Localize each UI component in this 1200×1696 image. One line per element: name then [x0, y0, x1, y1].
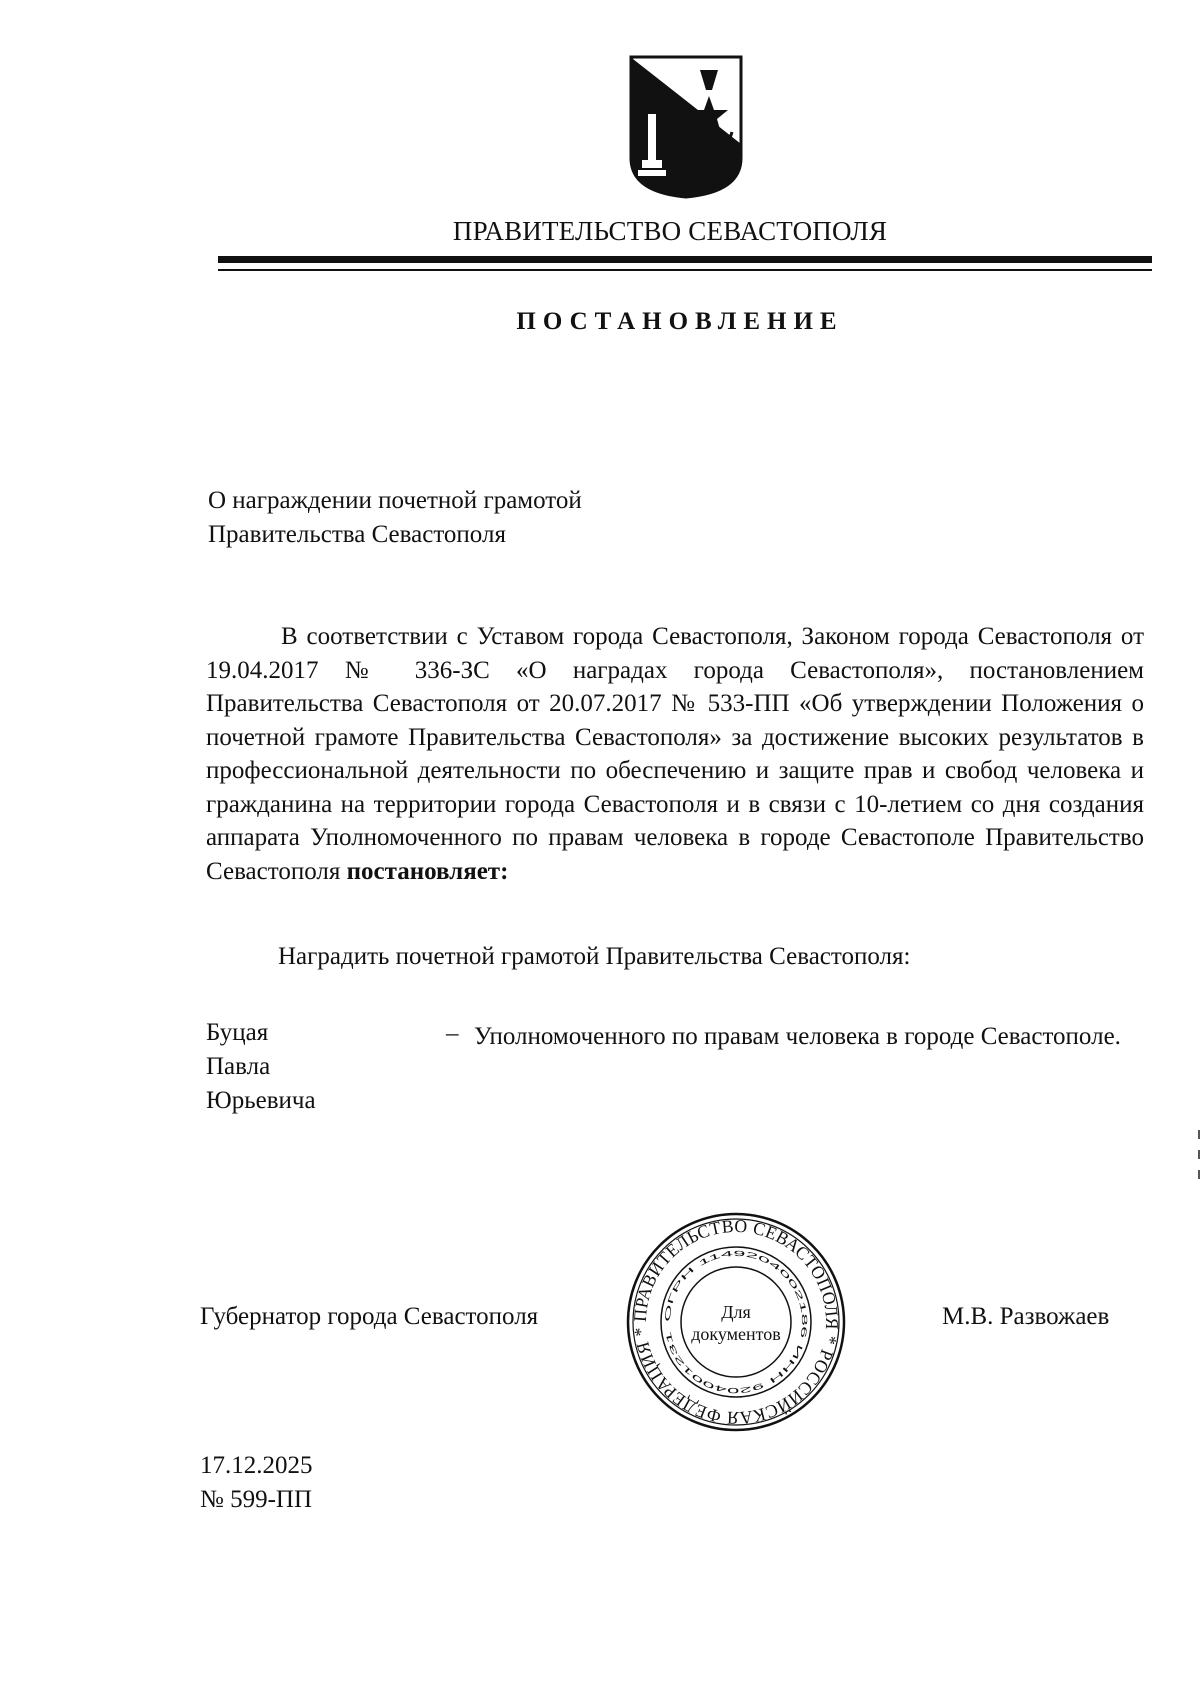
seal-outer-text: ПРАВИТЕЛЬСТВО СЕВАСТОПОЛЯ * РОССИЙСКАЯ ФЕДЕРАЦИЯ * — [629, 1215, 843, 1429]
body-paragraph — [206, 620, 1144, 888]
awardee-patronymic: Юрьевича — [206, 1087, 316, 1114]
coat-of-arms-emblem — [628, 54, 744, 200]
signer-name: М.В. Развожаев — [942, 1303, 1110, 1330]
header-rule-thin — [218, 269, 1152, 271]
award-intro: Наградить почетной грамотой Правительства Севастополя: — [278, 943, 911, 970]
signer-title: Губернатор города Севастополя — [200, 1303, 539, 1330]
awardee-name — [206, 1016, 316, 1118]
document-type-title: ПОСТАНОВЛЕНИЕ — [516, 308, 844, 335]
seal-center-line-1: Для — [721, 1302, 751, 1322]
coat-of-arms-icon — [628, 54, 744, 200]
awardee-surname: Буцая — [206, 1019, 269, 1046]
official-seal — [624, 1210, 848, 1434]
subject-line-1: О награждении почетной грамотой — [208, 487, 582, 514]
seal-inner-text: ОГРН 1149204002186 ИНН 9204001231 — [662, 1248, 810, 1396]
body-paragraph-text: В соответствии с Уставом города Севастополя, Законом города Севастополя от 19.04.2017 № 336-ЗС «О наградах города Севастополя», постановлением Правительства Севастополя от 20.07.2017 № 533-ПП «Об утверждении Положения о почетной грамоте Правительства Севастополя» за достижение высоких результатов в профессиональной деятельности по обеспечению и защите прав и свобод человека и гражданина на территории города Севастополя и в связи с 10-летием со дня создания аппарата Уполномоченного по правам человека в городе Севастополе Правительство Севастополя — [206, 623, 1144, 885]
document-number: № 599-ПП — [200, 1486, 313, 1513]
header-rule-thick — [218, 256, 1152, 263]
document-date: 17.12.2025 — [200, 1452, 313, 1479]
seal-icon — [624, 1210, 848, 1434]
decree-word: постановляет: — [346, 857, 509, 885]
document-subject — [208, 484, 582, 552]
awardee-dash: – — [446, 1020, 459, 1047]
awardee-position: Уполномоченного по правам человека в городе Севастополе. — [474, 1023, 1121, 1050]
awardee-first-name: Павла — [206, 1053, 271, 1080]
government-name: ПРАВИТЕЛЬСТВО СЕВАСТОПОЛЯ — [452, 216, 888, 246]
seal-center-line-2: документов — [691, 1324, 781, 1344]
subject-line-2: Правительства Севастополя — [208, 521, 506, 548]
